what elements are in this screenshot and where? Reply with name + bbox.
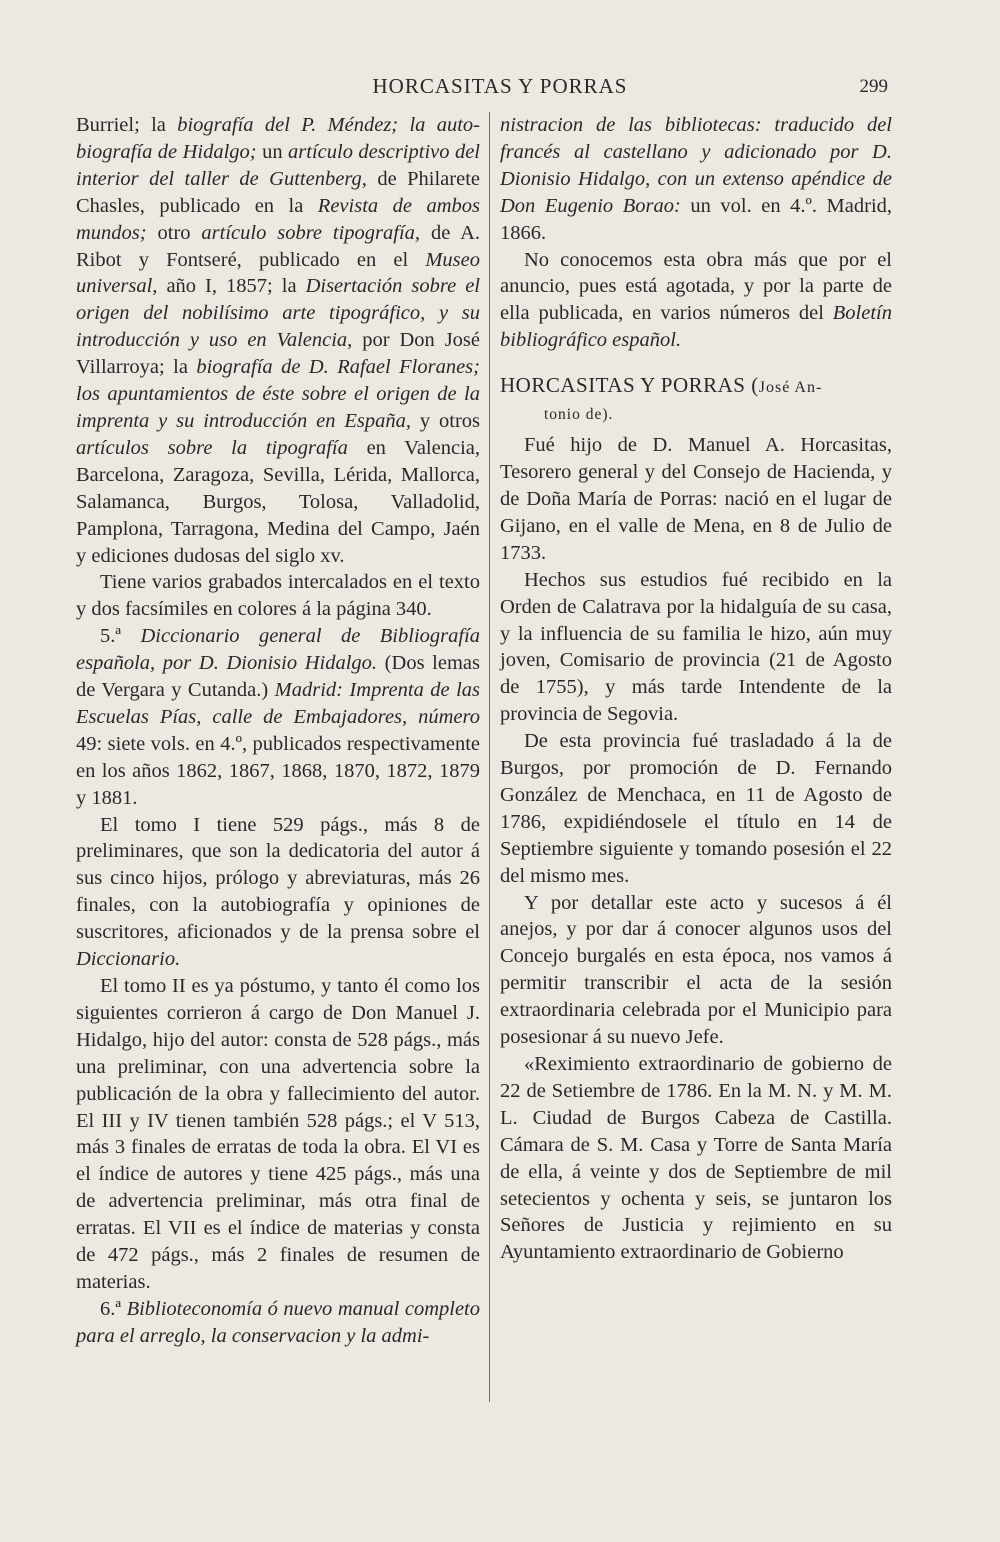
text-run: Y por detallar este acto y sucesos á él anejos, y por dar á conocer algunos usos del Concejo burgalés en esta época, nos vamos á permitir transcribir el acta de la sesión extraordinaria celebrada por el Municipio para posesionar á su nuevo Jefe. — [500, 891, 892, 1049]
text-run: Tiene varios grabados intercalados en el texto y dos facsímiles en colores á la página 340. — [76, 571, 480, 621]
italic-text: artículo descriptivo del interior del taller de Guttenberg, — [76, 140, 480, 190]
text-run: «Reximiento extraordinario de gobierno de 22 de Setiembre de 1786. En la M. N. y M. M. L. Ciudad de Burgos Cabeza de Castilla. Cámara de S. M. Casa y Torre de Santa María de ella, á veinte y dos de Septiembre de mil setecientos y ochenta y seis, se juntaron los Señores de Justicia y rejimiento en su Ayuntamiento extraordinario de Gobierno — [500, 1053, 892, 1264]
paragraph — [500, 247, 892, 355]
italic-text: Disertación sobre el origen del nobilísimo arte tipográfico, y su introducción y uso en Valencia, — [76, 275, 481, 352]
paragraph — [76, 623, 480, 811]
paragraph — [500, 1051, 892, 1266]
italic-text: biografía del P. Méndez; la auto-biografía de Hidalgo; — [76, 114, 480, 163]
text-run: El tomo II es ya póstumo, y tanto él como los siguientes corrieron á cargo de Don Manuel J. Hidalgo, hijo del autor: consta de 528 págs., más una preliminar, con una advertencia sobre la publicación de la obra y fallecimiento del autor. El III y IV tienen también 528 págs.; el V 513, más 3 finales de erratas de toda la obra. El VI es el índice de autores y tiene 425 págs., más una de advertencia preliminar, más otra final de erratas. El VII es el índice de materias y consta de 472 págs., más 2 finales de resumen de materias. — [76, 975, 480, 1293]
paragraph — [500, 432, 892, 567]
text-run: De esta provincia fué trasladado á la de Burgos, por promoción de D. Fernando González de Menchaca, en 11 de Agosto de 1786, expidiéndosele el título en 14 de Septiembre siguiente y tomando posesión el 22 del mismo mes. — [500, 730, 892, 887]
text-run: Burriel; la — [76, 114, 178, 136]
italic-text: Biblioteconomía ó nuevo manual completo para el arreglo, la conservacion y la admi- — [76, 1297, 481, 1347]
italic-text: Diccionario. — [76, 948, 181, 971]
entry-heading-given-name: José An- — [758, 379, 823, 397]
right-column — [500, 112, 892, 1266]
text-run: otro — [146, 221, 202, 244]
paragraph — [76, 973, 480, 1296]
text-run: y otros — [410, 409, 480, 432]
italic-text: Revista de ambos mundos; — [76, 194, 480, 244]
text-run: en Valencia, Barcelona, Zaragoza, Sevilla, Lérida, Mallorca, Salamanca, Burgos, Tolosa, Valladolid, Pamplona, Tarragona, Medina del Campo, Jaén y ediciones dudosas del siglo xv. — [76, 436, 480, 567]
text-run: de Philarete Chasles, publicado en la — [76, 167, 480, 217]
italic-text: artículos sobre la tipografía — [76, 436, 348, 459]
text-run: de A. Ribot y Fontseré, publicado en el — [76, 221, 480, 271]
paragraph — [76, 112, 480, 569]
paragraph — [500, 567, 892, 728]
italic-text: Boletín bibliográfico español. — [500, 302, 892, 352]
text-run: 49: siete vols. en 4.º, publicados respectivamente en los años 1862, 1867, 1868, 1870, 1872, 1879 y 1881. — [76, 732, 480, 809]
left-column — [76, 112, 480, 1350]
italic-text: nistracion de las bibliotecas: traducido del francés al castellano y adicionado por D. Dionisio Hidalgo, con un extenso apéndice de Don Eugenio Borao: — [500, 114, 892, 217]
text-run: Fué hijo de D. Manuel A. Horcasitas, Tesorero general y del Consejo de Hacienda, y de Doña María de Porras: nació en el lugar de Gijano, en el valle de Mena, en 8 de Julio de 1733. — [500, 434, 892, 564]
text-run: No conocemos esta obra más que por el anuncio, pues está agotada, y por la parte de ella publicada, en varios números del — [500, 248, 892, 325]
text-run: 6.ª — [100, 1297, 127, 1320]
text-run: un vol. en 4.º. Madrid, 1866. — [500, 194, 893, 244]
column-divider — [489, 112, 490, 1402]
paragraph — [500, 728, 892, 889]
running-title: HORCASITAS Y PORRAS — [372, 74, 628, 98]
right-column-intro — [500, 112, 892, 354]
italic-text: Madrid: Imprenta de las Escuelas Pías, calle de Embajadores, número — [76, 679, 480, 728]
right-column-entry-body — [500, 432, 892, 1266]
italic-text: Diccionario general de Bibliografía española, por D. Dionisio Hidalgo. — [76, 625, 481, 675]
paragraph — [76, 569, 480, 623]
text-run: un — [256, 140, 289, 163]
entry-heading-main: HORCASITAS Y PORRAS ( — [500, 373, 759, 398]
entry-heading — [500, 372, 892, 401]
text-run: año I, 1857; la — [157, 275, 306, 298]
text-run: 5.ª — [100, 625, 141, 648]
text-run: Hechos sus estudios fué recibido en la Orden de Calatrava por la hidalguía de su casa, y la influencia de su familia le hizo, aún muy joven, Comisario de provincia (21 de Agosto de 1755), y más tarde Intendente de la provincia de Segovia. — [500, 568, 892, 726]
italic-text: artículo sobre tipografía, — [201, 221, 421, 244]
italic-text: biografía de D. Rafael Floranes; los apuntamientos de éste sobre el origen de la imprenta y su introducción en España, — [76, 356, 480, 432]
entry-heading-continuation: tonio de). — [544, 406, 614, 424]
running-head — [0, 68, 1000, 108]
paragraph — [76, 812, 480, 973]
text-run: (Dos lemas de Vergara y Cutanda.) — [76, 652, 480, 702]
text-run: El tomo I tiene 529 págs., más 8 de preliminares, que son la dedicatoria del autor á sus cinco hijos, prólogo y abreviaturas, más 26 finales, con la autobiografía y opiniones de suscritores, aficionados y de la prensa sobre el — [76, 813, 480, 944]
paragraph — [500, 112, 892, 247]
italic-text: Museo universal, — [76, 248, 480, 298]
paragraph — [500, 890, 892, 1051]
page-number: 299 — [859, 76, 888, 97]
text-run: por Don José Villarroya; la — [76, 329, 480, 379]
paragraph — [76, 1296, 480, 1350]
